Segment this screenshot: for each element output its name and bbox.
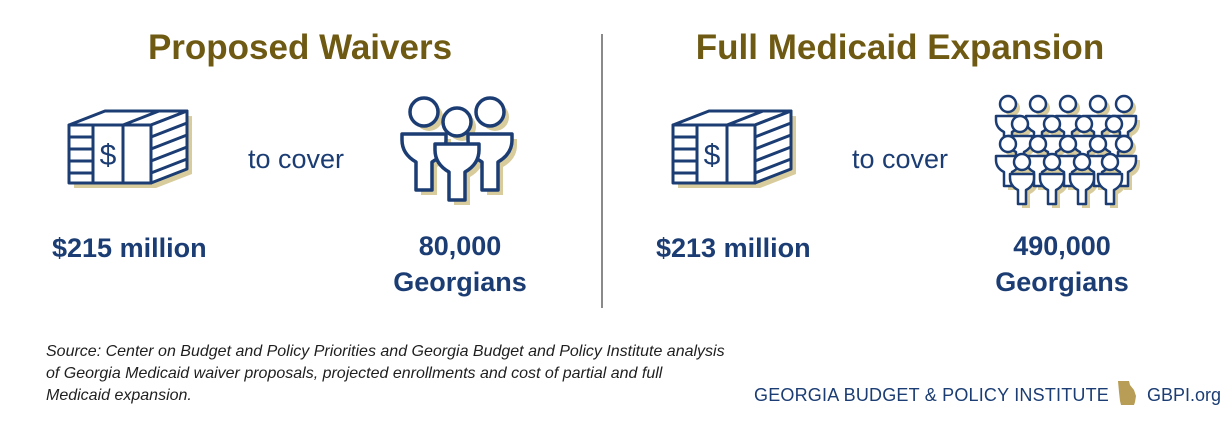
georgia-map-icon <box>1117 380 1137 411</box>
section-title-proposed-waivers: Proposed Waivers <box>147 28 453 67</box>
count-unit-left: Georgians <box>393 267 527 297</box>
to-cover-label-left: to cover <box>248 144 345 174</box>
count-unit-right: Georgians <box>995 267 1129 297</box>
enrollment-count-right <box>962 228 1162 300</box>
money-stack-icon <box>668 104 804 201</box>
crowd-icon <box>990 92 1140 213</box>
source-note: Source: Center on Budget and Policy Priorities and Georgia Budget and Policy Institute analysis of Georgia Medicaid waiver proposals, projected enrollments and cost of partial and full Medicaid expansion. <box>46 343 725 404</box>
brand-url-link[interactable]: GBPI.org <box>1147 384 1221 405</box>
count-number-right: 490,000 <box>1013 231 1111 261</box>
section-title-full-expansion: Full Medicaid Expansion <box>695 28 1105 67</box>
money-stack-icon <box>64 104 200 201</box>
svg-text:$: $ <box>703 139 721 172</box>
section-divider <box>601 34 603 308</box>
three-people-icon <box>384 92 532 213</box>
to-cover-label-right: to cover <box>852 144 949 174</box>
svg-text:$: $ <box>99 139 117 172</box>
cost-amount-right: $213 million <box>656 233 811 263</box>
enrollment-count-left <box>360 228 560 300</box>
brand-lockup <box>754 382 1221 408</box>
count-number-left: 80,000 <box>418 231 502 261</box>
brand-name: GEORGIA BUDGET & POLICY INSTITUTE <box>754 384 1110 405</box>
cost-amount-left: $215 million <box>52 233 207 263</box>
